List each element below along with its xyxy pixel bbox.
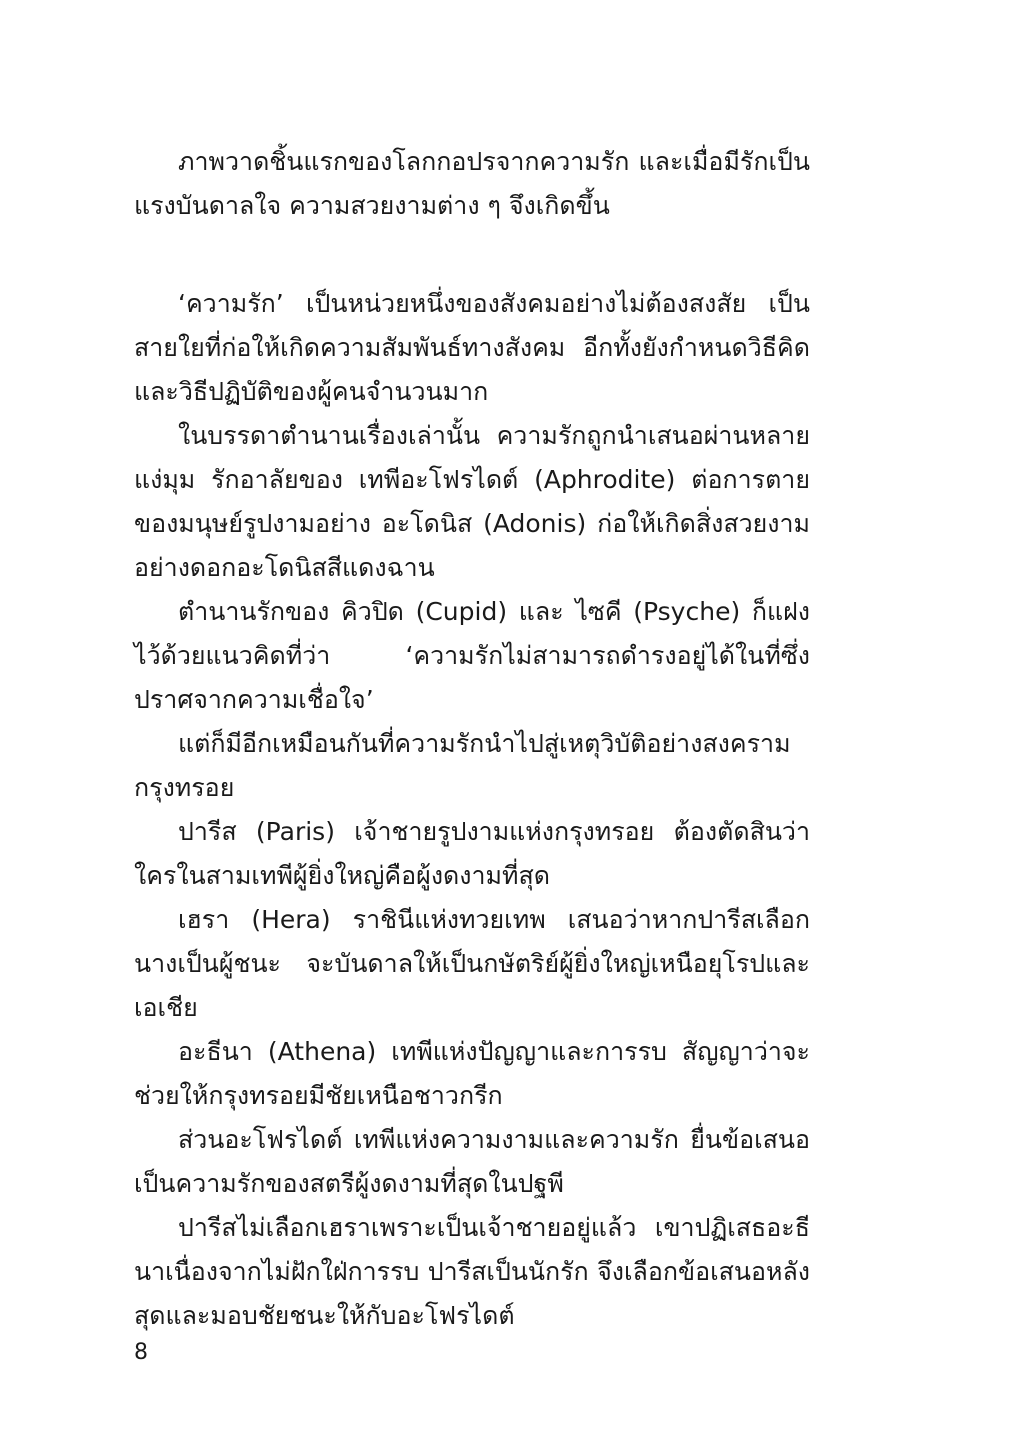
paragraph-8: อะธีนา (Athena) เทพีแห่งปัญญาและการรบ สัญญาว่าจะช่วยให้กรุงทรอยมีชัยเหนือชาวกรีก bbox=[134, 1037, 810, 1110]
page-number: 8 bbox=[134, 1340, 148, 1365]
paragraph-5: แต่ก็มีอีกเหมือนกันที่ความรักนำไปสู่เหตุวิบัติอย่างสงครามกรุงทรอย bbox=[134, 729, 791, 802]
paragraph-10: ปารีสไม่เลือกเฮราเพราะเป็นเจ้าชายอยู่แล้ว เขาปฏิเสธอะธีนาเนื่องจากไม่ฝักใฝ่การรบ ปารีสเป็นนักรัก จึงเลือกข้อเสนอหลังสุดและมอบชัยชนะให้กับอะโฟรไดต์ bbox=[134, 1213, 810, 1330]
paragraph-9: ส่วนอะโฟรไดต์ เทพีแห่งความงามและความรัก ยื่นข้อเสนอเป็นความรักของสตรีผู้งดงามที่สุดในปฐพี bbox=[134, 1125, 810, 1198]
paragraph-4: ตำนานรักของ คิวปิด (Cupid) และ ไซคี (Psyche) ก็แฝงไว้ด้วยแนวคิดที่ว่า ‘ความรักไม่สามารถดำรงอยู่ได้ในที่ซึ่งปราศจากความเชื่อใจ’ bbox=[134, 597, 810, 714]
paragraph-3: ในบรรดาตำนานเรื่องเล่านั้น ความรักถูกนำเสนอผ่านหลายแง่มุม รักอาลัยของ เทพีอะโฟรไดต์ (Aphrodite) ต่อการตายของมนุษย์รูปงามอย่าง อะโดนิส (Adonis) ก่อให้เกิดสิ่งสวยงามอย่างดอกอะโดนิสสีแดงฉาน bbox=[134, 421, 810, 582]
body-text bbox=[134, 140, 810, 1338]
paragraph-1: ภาพวาดชิ้นแรกของโลกกอปรจากความรัก และเมื่อมีรักเป็นแรงบันดาลใจ ความสวยงามต่าง ๆ จึงเกิดขึ้น bbox=[134, 147, 810, 220]
paragraph-2: ‘ความรัก’ เป็นหน่วยหนึ่งของสังคมอย่างไม่ต้องสงสัย เป็นสายใยที่ก่อให้เกิดความสัมพันธ์ทางสังคม อีกทั้งยังกำหนดวิธีคิดและวิธีปฏิบัติของผู้คนจำนวนมาก bbox=[134, 289, 810, 406]
paragraph-7: เฮรา (Hera) ราชินีแห่งทวยเทพ เสนอว่าหากปารีสเลือกนางเป็นผู้ชนะ จะบันดาลให้เป็นกษัตริย์ผู้ยิ่งใหญ่เหนือยุโรปและเอเชีย bbox=[134, 905, 810, 1022]
paragraph-6: ปารีส (Paris) เจ้าชายรูปงามแห่งกรุงทรอย ต้องตัดสินว่าใครในสามเทพีผู้ยิ่งใหญ่คือผู้งดงามที่สุด bbox=[134, 817, 810, 890]
